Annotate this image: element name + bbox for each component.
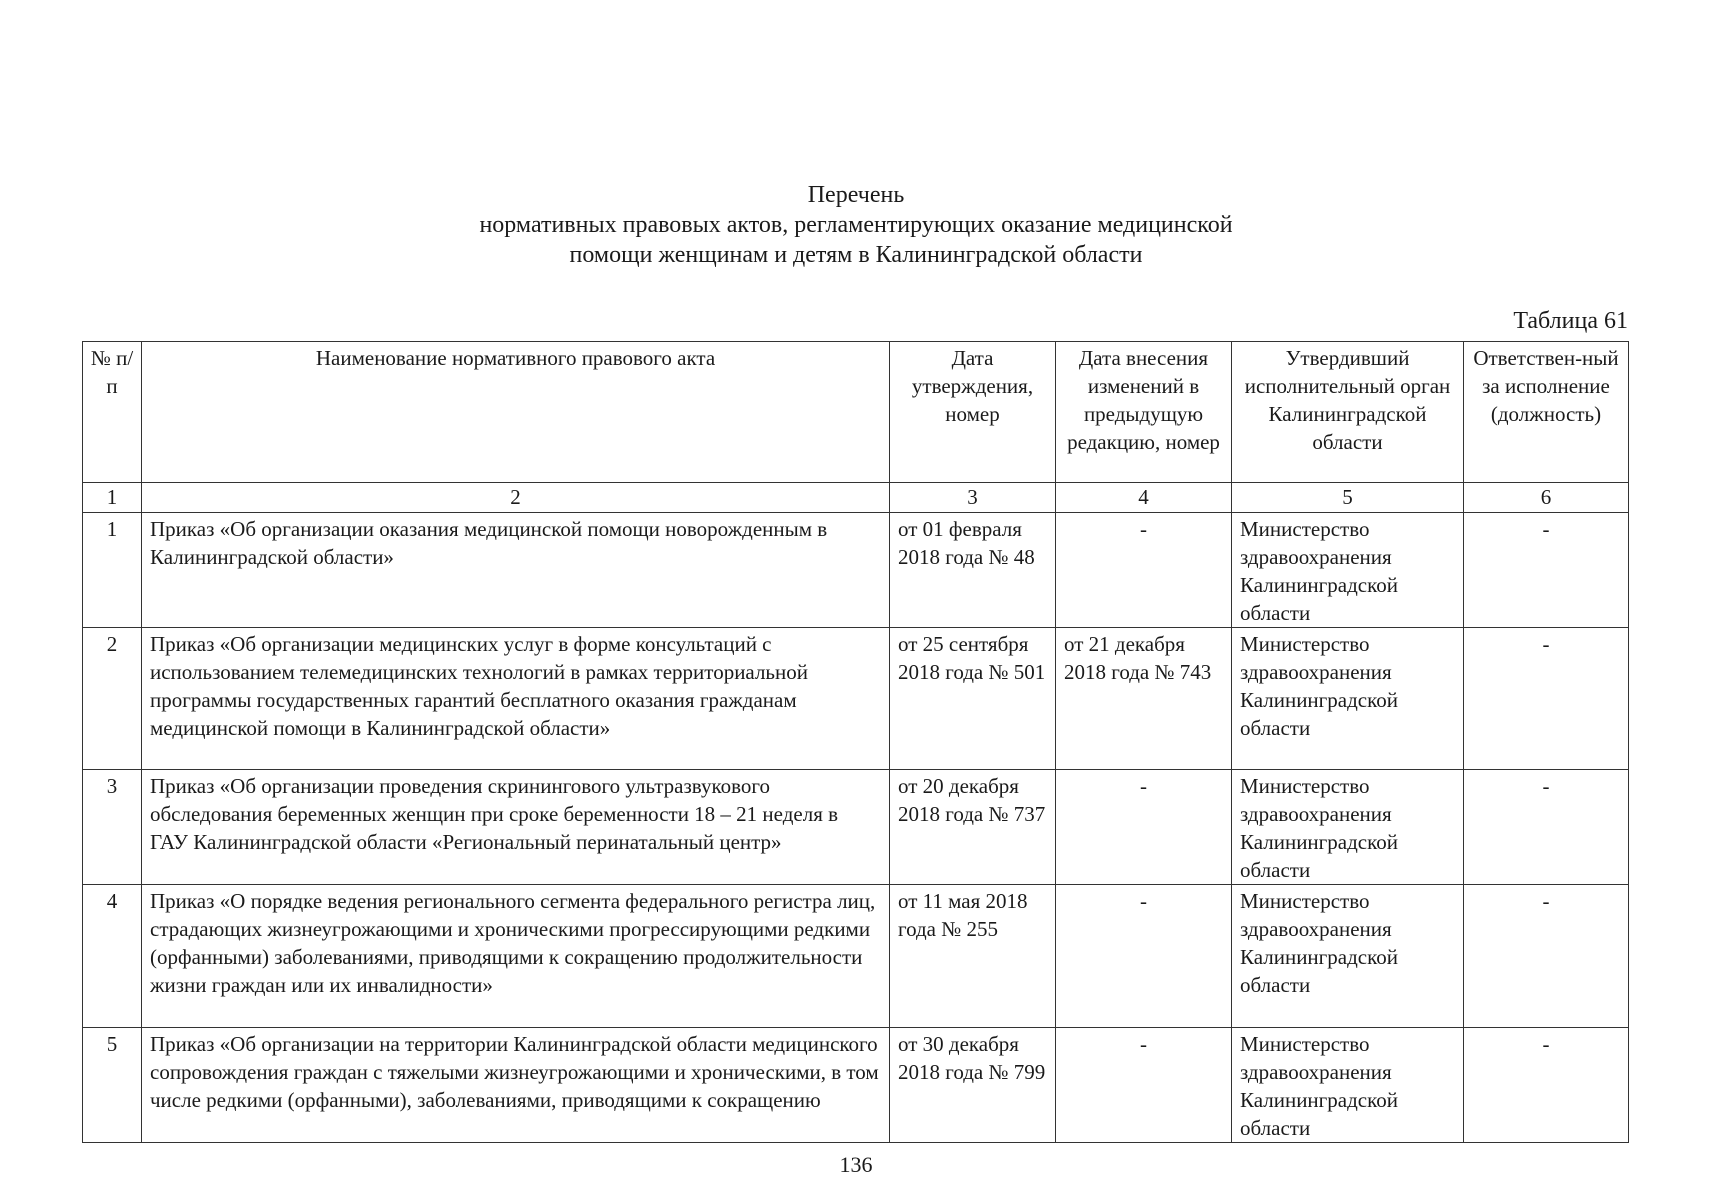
row-number: 1: [83, 513, 142, 628]
act-name: Приказ «Об организации на территории Калининградской области медицинского сопровождения граждан с тяжелыми жизнеугрожающими и хроническими, в том числе редкими (орфанными), заболеваниями, приводящими к сокращению: [142, 1028, 890, 1143]
column-number: 5: [1232, 483, 1464, 513]
row-number: 2: [83, 628, 142, 770]
table-header-row: [83, 342, 1629, 483]
table-row: [83, 770, 1629, 885]
title-line-1: Перечень: [807, 182, 905, 208]
changes-date: -: [1056, 1028, 1232, 1143]
changes-date: от 21 декабря 2018 года № 743: [1056, 628, 1232, 770]
row-number: 3: [83, 770, 142, 885]
responsible: -: [1464, 770, 1629, 885]
act-name: Приказ «О порядке ведения регионального сегмента федерального регистра лиц, страдающих жизнеугрожающими и хроническими прогрессирующими редкими (орфанными) заболеваниями, приводящими к сокращению продолжительности жизни граждан или их инвалидности»: [142, 885, 890, 1028]
table-row: [83, 513, 1629, 628]
column-number: 6: [1464, 483, 1629, 513]
approval-date: от 01 февраля 2018 года № 48: [890, 513, 1056, 628]
header-body: Утвердивший исполнительный орган Калининградской области: [1232, 342, 1464, 483]
column-number: 4: [1056, 483, 1232, 513]
approving-body: Министерство здравоохранения Калининградской области: [1232, 885, 1464, 1028]
approving-body: Министерство здравоохранения Калининградской области: [1232, 628, 1464, 770]
column-number: 3: [890, 483, 1056, 513]
approval-date: от 11 мая 2018 года № 255: [890, 885, 1056, 1028]
table-label: Таблица 61: [1513, 308, 1628, 334]
approving-body: Министерство здравоохранения Калининградской области: [1232, 770, 1464, 885]
act-name: Приказ «Об организации оказания медицинской помощи новорожденным в Калининградской области»: [142, 513, 890, 628]
column-number: 1: [83, 483, 142, 513]
header-num: № п/п: [83, 342, 142, 483]
header-name: Наименование нормативного правового акта: [142, 342, 890, 483]
row-number: 4: [83, 885, 142, 1028]
act-name: Приказ «Об организации медицинских услуг в форме консультаций с использованием телемедицинских технологий в рамках территориальной программы государственных гарантий бесплатного оказания гражданам медицинской помощи в Калининградской области»: [142, 628, 890, 770]
table-row: [83, 1028, 1629, 1143]
acts-table: [82, 341, 1629, 1143]
responsible: -: [1464, 513, 1629, 628]
page-number: 136: [839, 1152, 873, 1177]
header-responsible: Ответствен-ный за исполнение (должность): [1464, 342, 1629, 483]
approval-date: от 20 декабря 2018 года № 737: [890, 770, 1056, 885]
document-title: [0, 180, 1712, 270]
responsible: -: [1464, 1028, 1629, 1143]
approval-date: от 30 декабря 2018 года № 799: [890, 1028, 1056, 1143]
approval-date: от 25 сентября 2018 года № 501: [890, 628, 1056, 770]
row-number: 5: [83, 1028, 142, 1143]
column-number: 2: [142, 483, 890, 513]
approving-body: Министерство здравоохранения Калининградской области: [1232, 513, 1464, 628]
changes-date: -: [1056, 770, 1232, 885]
responsible: -: [1464, 885, 1629, 1028]
table-row: [83, 628, 1629, 770]
column-number-row: [83, 483, 1629, 513]
header-changes: Дата внесения изменений в предыдущую редакцию, номер: [1056, 342, 1232, 483]
header-approval: Дата утверждения, номер: [890, 342, 1056, 483]
title-line-2: нормативных правовых актов, регламентирующих оказание медицинской: [479, 212, 1233, 238]
approving-body: Министерство здравоохранения Калининградской области: [1232, 1028, 1464, 1143]
responsible: -: [1464, 628, 1629, 770]
title-line-3: помощи женщинам и детям в Калининградской области: [569, 242, 1143, 268]
table-row: [83, 885, 1629, 1028]
changes-date: -: [1056, 513, 1232, 628]
changes-date: -: [1056, 885, 1232, 1028]
act-name: Приказ «Об организации проведения скринингового ультразвукового обследования беременных женщин при сроке беременности 18 – 21 неделя в ГАУ Калининградской области «Региональный перинатальный центр»: [142, 770, 890, 885]
